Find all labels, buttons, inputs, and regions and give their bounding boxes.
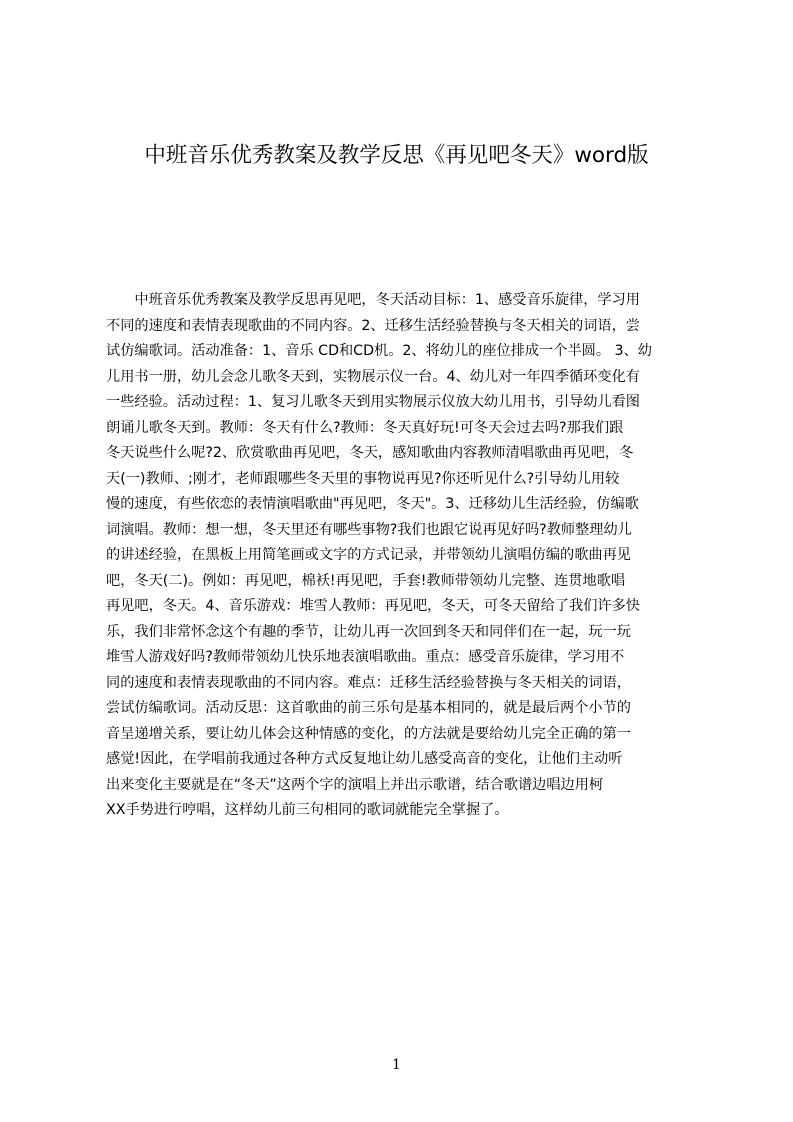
body-line: 吧，冬天(二)。例如：再见吧，棉袄!再见吧，手套!教师带领幼儿完整、连贯地歌唱 (106, 572, 626, 589)
body-line: 的讲述经验，在黑板上用简笔画或文字的方式记录，并带领幼儿演唱仿编的歌曲再见 (106, 547, 631, 563)
body-line: 出来变化主要就是在“冬天”这两个字的演唱上并出示歌谱，结合歌谱边唱边用柯 (106, 776, 604, 793)
body-line: 儿用书一册，幼儿会念儿歌冬天到，实物展示仪一台。4、幼儿对一年四季循环变化有 (106, 368, 640, 385)
body-line: 再见吧，冬天。4、音乐游戏：堆雪人教师：再见吧，冬天，可冬天留给了我们许多快 (106, 598, 640, 614)
body-line: 堆雪人游戏好吗?教师带领幼儿快乐地表演唱歌曲。重点：感受音乐旋律，学习用不 (106, 649, 625, 665)
body-line: 不同的速度和表情表现歌曲的不同内容。2、迁移生活经验替换与冬天相关的词语，尝 (106, 317, 640, 334)
body-line: 乐，我们非常怀念这个有趣的季节，让幼儿再一次回到冬天和同伴们在一起，玩一玩 (106, 623, 631, 640)
body-line: 天(一)教师、;刚才，老师跟哪些冬天里的事物说再见?你还听见什么?引导幼儿用较 (106, 470, 620, 487)
body-line: 音呈递增关系，要让幼儿体会这种情感的变化，的方法就是要给幼儿完全正确的第一 (106, 725, 631, 742)
document-title: 中班音乐优秀教案及教学反思《再见吧冬天》word版 (144, 143, 649, 168)
body-line: 朗诵儿歌冬天到。教师：冬天有什么?教师：冬天真好玩!可冬天会过去吗?那我们跟 (106, 419, 624, 436)
body-line: 同的速度和表情表现歌曲的不同内容。难点：迁移生活经验替换与冬天相关的词语， (106, 674, 631, 691)
body-line: 试仿编歌词。活动准备：1、音乐 CD和CD机。2、将幼儿的座位排成一个半圆。 3、幼 (106, 343, 652, 359)
body-line: 尝试仿编歌词。活动反思：这首歌曲的前三乐句是基本相同的，就是最后两个小节的 (106, 700, 631, 716)
page-number: 1 (392, 1057, 401, 1073)
document-body (106, 288, 696, 858)
body-line: XX手势进行哼唱，这样幼儿前三句相同的歌词就能完全掌握了。 (106, 802, 509, 818)
body-line: 中班音乐优秀教案及教学反思再见吧，冬天活动目标：1、感受音乐旋律，学习用 (106, 292, 640, 308)
body-line: 感觉!因此，在学唱前我通过各种方式反复地让幼儿感受高音的变化，让他们主动听 (106, 751, 623, 767)
body-line: 一些经验。活动过程：1、复习儿歌冬天到用实物展示仪放大幼儿用书，引导幼儿看图 (106, 394, 640, 410)
body-line: 慢的速度，有些依恋的表情演唱歌曲"再见吧，冬天"。3、迁移幼儿生活经验，仿编歌 (106, 496, 639, 512)
body-line: 冬天说些什么呢?2、欣赏歌曲再见吧，冬天，感知歌曲内容教师清唱歌曲再见吧，冬 (106, 445, 634, 461)
body-line: 词演唱。教师：想一想，冬天里还有哪些事物?我们也跟它说再见好吗?教师整理幼儿 (106, 521, 632, 538)
